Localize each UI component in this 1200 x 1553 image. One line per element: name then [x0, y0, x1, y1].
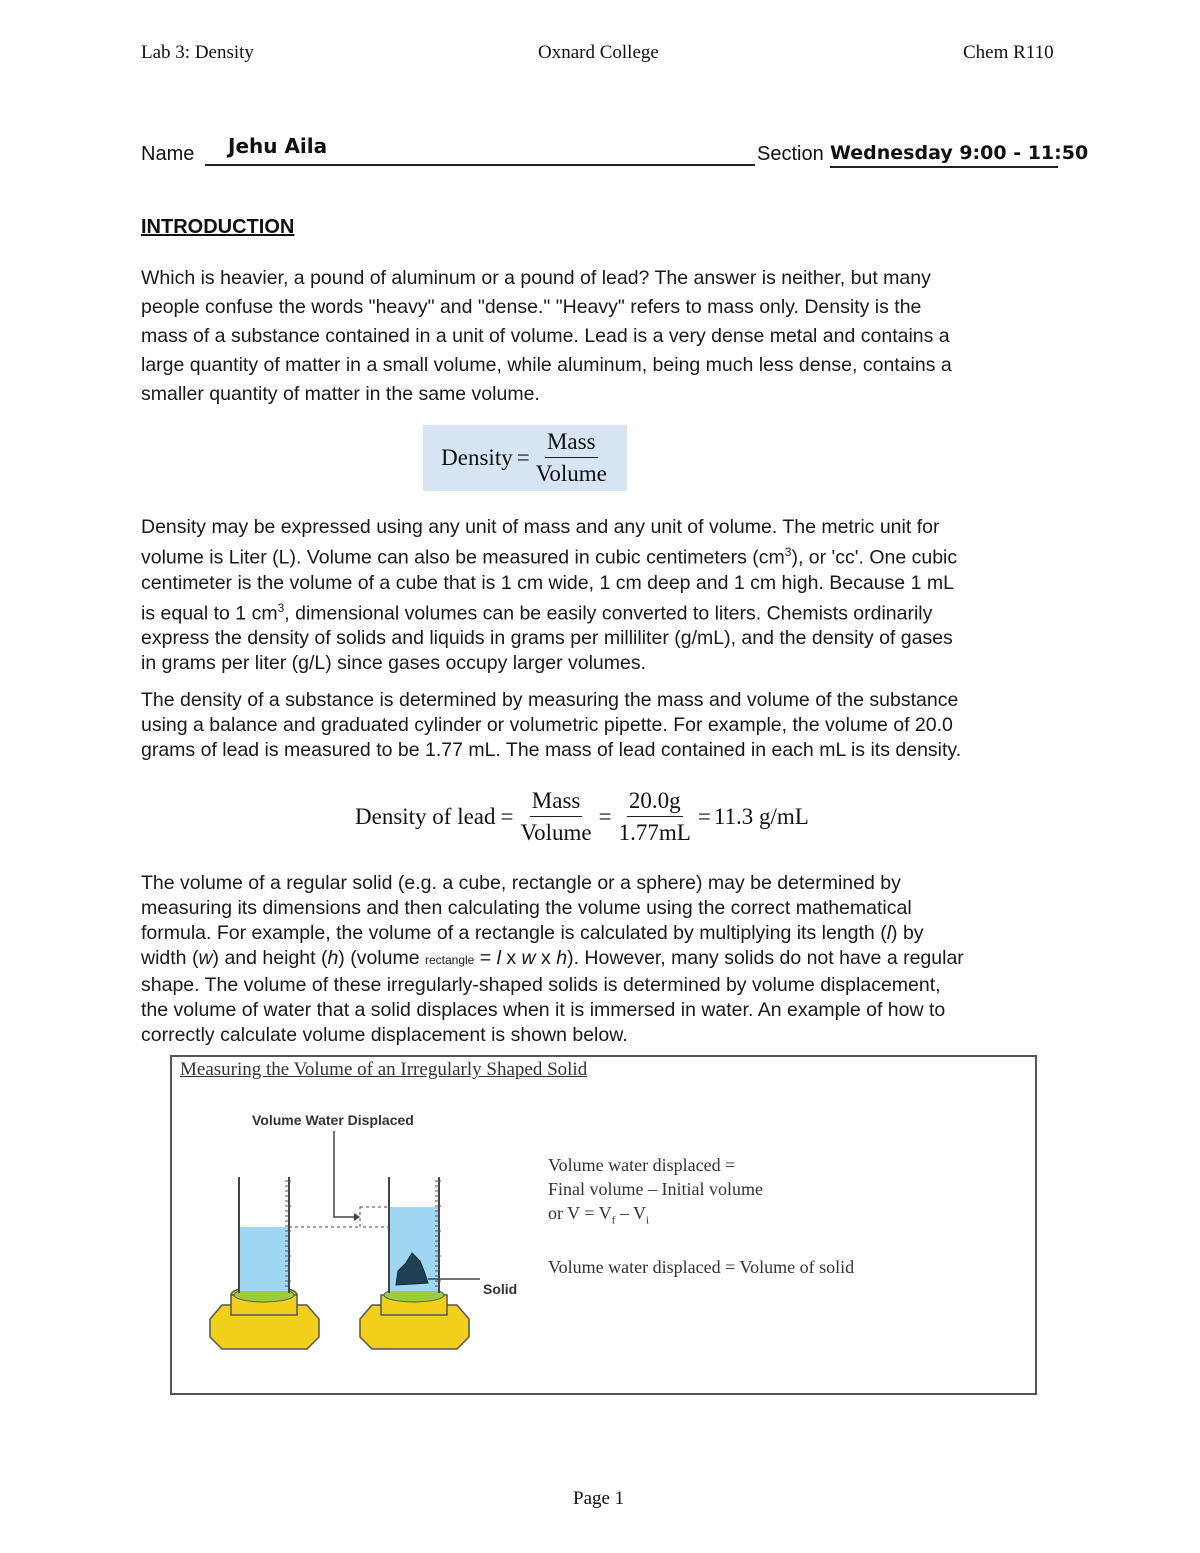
intro-paragraph-3 [141, 688, 1071, 763]
text-span: x [500, 947, 522, 969]
fraction-denominator: Volume [535, 461, 607, 486]
italic-var: w [521, 947, 536, 969]
arrow-label: Volume Water Displaced [252, 1112, 414, 1128]
text-span: ) by [891, 922, 924, 944]
subscript: f [611, 1214, 616, 1227]
formula-lhs: Density [441, 445, 513, 470]
text-span: width ( [141, 947, 199, 969]
formula-equals: = [598, 804, 612, 829]
formula-equals: = [516, 445, 530, 470]
name-label: Name [141, 143, 195, 165]
text-line: The volume of a regular solid (e.g. a cube, rectangle or a sphere) may be determined by [141, 872, 901, 894]
text-line: large quantity of matter in a small volume, while aluminum, being much less dense, contains a [141, 354, 952, 376]
name-value: Jehu Aila [228, 134, 328, 158]
text-span: , dimensional volumes can be easily converted to liters. Chemists ordinarily [284, 602, 933, 624]
explanation-line: Volume water displaced = [548, 1155, 736, 1175]
text-line [141, 540, 1071, 571]
text-line: Density may be expressed using any unit of mass and any unit of volume. The metric unit for [141, 516, 940, 538]
page-number: Page 1 [573, 1488, 625, 1509]
intro-heading: INTRODUCTION [141, 216, 295, 238]
text-span: volume is Liter (L). Volume can also be measured in cubic centimeters (cm [141, 546, 785, 569]
explanation-line: Volume water displaced = Volume of solid [548, 1256, 855, 1277]
formula-result: 11.3 g/mL [713, 804, 809, 829]
italic-var: h [327, 947, 339, 969]
intro-paragraph-1 [141, 264, 1071, 409]
text-span: x [535, 947, 557, 969]
text-line: the volume of water that a solid displaces when it is immersed in water. An example of how to [141, 999, 946, 1021]
section-label: Section [757, 143, 824, 165]
intro-paragraph-4 [141, 871, 1071, 1048]
formula-equals: = [500, 804, 514, 829]
text-line [141, 946, 1071, 973]
text-line: shape. The volume of these irregularly-shaped solids is determined by volume displacement, [141, 974, 941, 996]
formula-equals: = [697, 804, 711, 829]
text-span: ), or 'cc'. One cubic [791, 546, 958, 569]
fraction-denominator: 1.77mL [618, 820, 691, 845]
formula-lhs: Density of lead [355, 804, 496, 829]
arrow-head [354, 1213, 360, 1221]
text-line: express the density of solids and liquids in grams per milliliter (g/mL), and the density of gases [141, 627, 953, 649]
text-span: = [474, 947, 497, 969]
arrow-path [334, 1131, 354, 1217]
text-line: centimeter is the volume of a cube that is 1 cm wide, 1 cm deep and 1 cm high. Because 1 mL [141, 571, 954, 594]
figure-title: Measuring the Volume of an Irregularly Shaped Solid [180, 1059, 588, 1080]
text-line: Which is heavier, a pound of aluminum or a pound of lead? The answer is neither, but many [141, 267, 931, 289]
text-line [141, 921, 1071, 946]
header-center: Oxnard College [538, 42, 659, 63]
explanation-line: Final volume – Initial volume [548, 1179, 763, 1199]
text-span: is equal to 1 cm [141, 602, 278, 624]
formula-fraction [519, 788, 594, 846]
name-field[interactable] [205, 134, 755, 166]
intro-paragraph-2 [141, 515, 1071, 676]
italic-var: h [556, 947, 568, 969]
text-line: mass of a substance contained in a unit of volume. Lead is a very dense metal and contains a [141, 325, 950, 347]
solid-label: Solid [483, 1281, 518, 1297]
text-line: people confuse the words "heavy" and "dense." "Heavy" refers to mass only. Density is the [141, 296, 922, 318]
displacement-box [360, 1207, 389, 1227]
superscript: 3 [277, 600, 285, 615]
density-formula [423, 425, 627, 491]
formula-fraction [534, 429, 609, 487]
text-line: in grams per liter (g/L) since gases occupy larger volumes. [141, 652, 647, 674]
water-left [239, 1227, 289, 1291]
lead-density-formula [355, 784, 809, 850]
formula-fraction [617, 788, 693, 846]
text-span: ) (volume [338, 947, 425, 969]
fraction-numerator: Mass [530, 788, 583, 817]
text-line: correctly calculate volume displacement is shown below. [141, 1024, 628, 1046]
header-right: Chem R110 [963, 42, 1054, 63]
text-line: using a balance and graduated cylinder or volumetric pipette. For example, the volume of 20.0 [141, 714, 953, 736]
italic-var: l [496, 947, 501, 969]
text-span: or V = V [548, 1203, 612, 1223]
superscript: 3 [784, 545, 792, 559]
section-value: Wednesday 9:00 - 11:50 [830, 142, 1089, 164]
text-span: – V [615, 1203, 647, 1223]
italic-var: w [198, 947, 213, 969]
subscript: i [646, 1214, 650, 1227]
text-line: measuring its dimensions and then calculating the volume using the correct mathematical [141, 897, 912, 919]
text-line: grams of lead is measured to be 1.77 mL. The mass of lead contained in each mL is its density. [141, 739, 962, 761]
fraction-denominator: Volume [520, 820, 592, 845]
text-span: ) and height ( [212, 947, 328, 969]
text-span: formula. For example, the volume of a rectangle is calculated by multiplying its length ( [141, 922, 887, 944]
text-line [141, 596, 1071, 627]
fraction-numerator: Mass [545, 429, 598, 458]
header-left: Lab 3: Density [141, 42, 254, 63]
section-field[interactable] [830, 142, 1089, 168]
displacement-figure [170, 1055, 1037, 1395]
text-span: ). However, many solids do not have a regular [567, 947, 964, 969]
cylinder-illustration [172, 1057, 1035, 1393]
fraction-numerator: 20.0g [627, 788, 683, 817]
text-line: smaller quantity of matter in the same volume. [141, 383, 540, 405]
text-line: The density of a substance is determined by measuring the mass and volume of the substance [141, 689, 959, 711]
subscript: rectangle [424, 953, 475, 967]
italic-var: l [886, 922, 892, 944]
